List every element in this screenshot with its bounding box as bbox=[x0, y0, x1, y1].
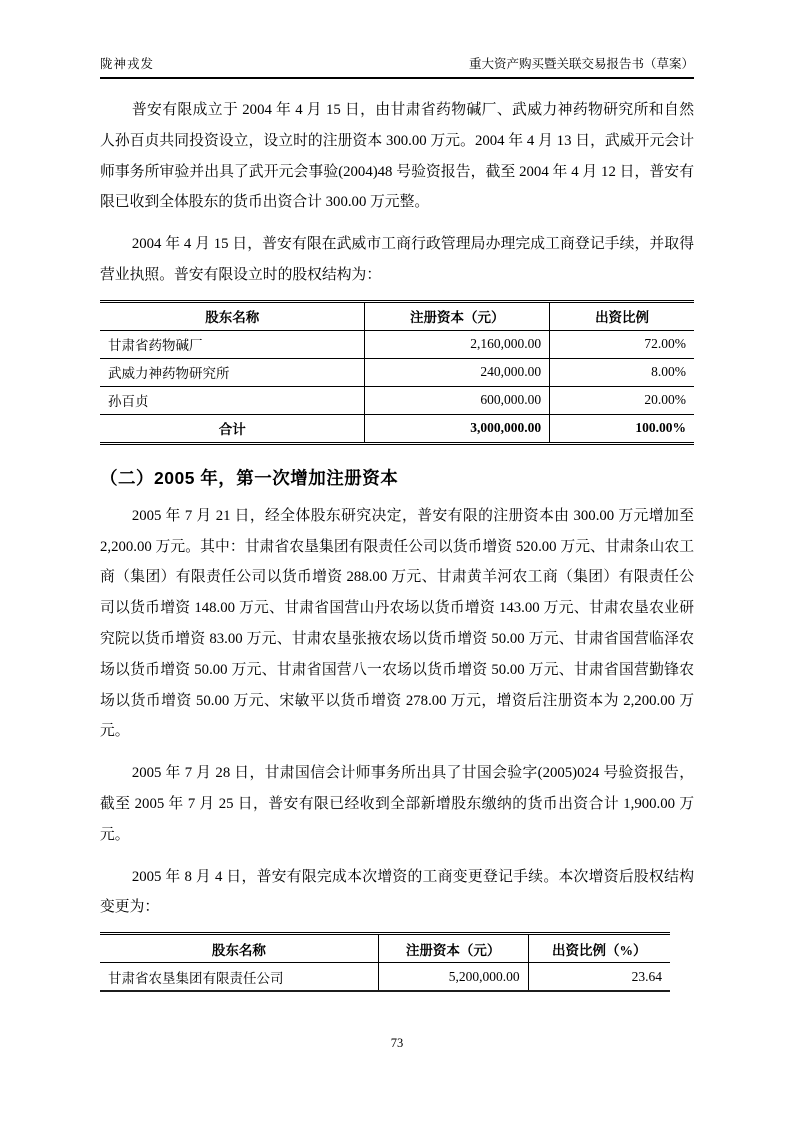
shareholding-table-after-increase bbox=[100, 932, 670, 992]
paragraph-capital-verification: 2005 年 7 月 28 日，甘肃国信会计师事务所出具了甘国会验字(2005)024 号验资报告，截至 2005 年 7 月 25 日，普安有限已经收到全部新增股东缴纳的货币出资合计 1,900.00 万元。 bbox=[100, 765, 694, 843]
header-report-title: 重大资产购买暨关联交易报告书（草案） bbox=[468, 57, 694, 71]
cell-capital: 240,000.00 bbox=[365, 358, 550, 386]
cell-total-label: 合计 bbox=[100, 414, 365, 443]
cell-capital: 2,160,000.00 bbox=[365, 330, 550, 358]
paragraph-increase-decision: 2005 年 7 月 21 日，经全体股东研究决定，普安有限的注册资本由 300.00 万元增加至 2,200.00 万元。其中：甘肃省农垦集团有限责任公司以货币增资 520.00 万元、甘肃条山农工商（集团）有限责任公司以货币增资 288.00 万元、甘肃黄羊河农工商（集团）有限责任公司以货币增资 148.00 万元、甘肃省国营山丹农场以货币增资 143.00 万元、甘肃农垦农业研究院以货币增资 83.00 万元、甘肃农垦张掖农场以货币增资 50.00 万元、甘肃省国营临泽农场以货币增资 50.00 万元、甘肃省国营八一农场以货币增资 50.00 万元、甘肃省国营勤锋农场以货币增资 50.00 万元、宋敏平以货币增资 278.00 万元，增资后注册资本为 2,200.00 万元。 bbox=[100, 507, 694, 740]
cell-capital: 5,200,000.00 bbox=[378, 963, 528, 992]
page-number: 73 bbox=[390, 1036, 404, 1050]
cell-capital: 600,000.00 bbox=[365, 386, 550, 414]
paragraph-change-registration: 2005 年 8 月 4 日，普安有限完成本次增资的工商变更登记手续。本次增资后股权结构变更为： bbox=[100, 868, 694, 916]
table-row bbox=[100, 963, 670, 992]
col-header-capital: 注册资本（元） bbox=[365, 301, 550, 330]
table-total-row bbox=[100, 414, 694, 443]
table-row bbox=[100, 386, 694, 414]
cell-shareholder: 孙百贞 bbox=[100, 386, 365, 414]
cell-ratio: 20.00% bbox=[550, 386, 694, 414]
col-header-capital: 注册资本（元） bbox=[378, 934, 528, 963]
table-row bbox=[100, 358, 694, 386]
shareholding-table-initial bbox=[100, 300, 694, 445]
table-header-row bbox=[100, 301, 694, 330]
col-header-shareholder: 股东名称 bbox=[100, 934, 378, 963]
section-heading-capital-increase: （二）2005 年，第一次增加注册资本 bbox=[100, 467, 399, 488]
header-company-name: 陇神戎发 bbox=[100, 57, 155, 71]
table-header-row bbox=[100, 934, 670, 963]
col-header-ratio: 出资比例（%） bbox=[528, 934, 670, 963]
col-header-shareholder: 股东名称 bbox=[100, 301, 365, 330]
paragraph-registration: 2004 年 4 月 15 日，普安有限在武威市工商行政管理局办理完成工商登记手续，并取得营业执照。普安有限设立时的股权结构为： bbox=[100, 236, 694, 283]
cell-ratio: 8.00% bbox=[550, 358, 694, 386]
document-page bbox=[100, 54, 694, 992]
cell-total-ratio: 100.00% bbox=[550, 414, 694, 443]
cell-shareholder: 武威力神药物研究所 bbox=[100, 358, 365, 386]
cell-total-capital: 3,000,000.00 bbox=[365, 414, 550, 443]
cell-ratio: 23.64 bbox=[631, 968, 662, 984]
page-header bbox=[100, 54, 694, 79]
cell-shareholder: 甘肃省药物碱厂 bbox=[100, 330, 365, 358]
cell-shareholder: 甘肃省农垦集团有限责任公司 bbox=[100, 963, 378, 992]
page-content bbox=[100, 95, 694, 992]
table-row bbox=[100, 330, 694, 358]
cell-ratio: 72.00% bbox=[550, 330, 694, 358]
col-header-ratio: 出资比例 bbox=[550, 301, 694, 330]
paragraph-establishment: 普安有限成立于 2004 年 4 月 15 日，由甘肃省药物碱厂、武威力神药物研究所和自然人孙百贞共同投资设立，设立时的注册资本 300.00 万元。2004 年 4 月 13 日，武威开元会计师事务所审验并出具了武开元会事验(2004)48 号验资报告，截至 2004 年 4 月 12 日，普安有限已收到全体股东的货币出资合计 300.00 万元整。 bbox=[100, 102, 694, 211]
